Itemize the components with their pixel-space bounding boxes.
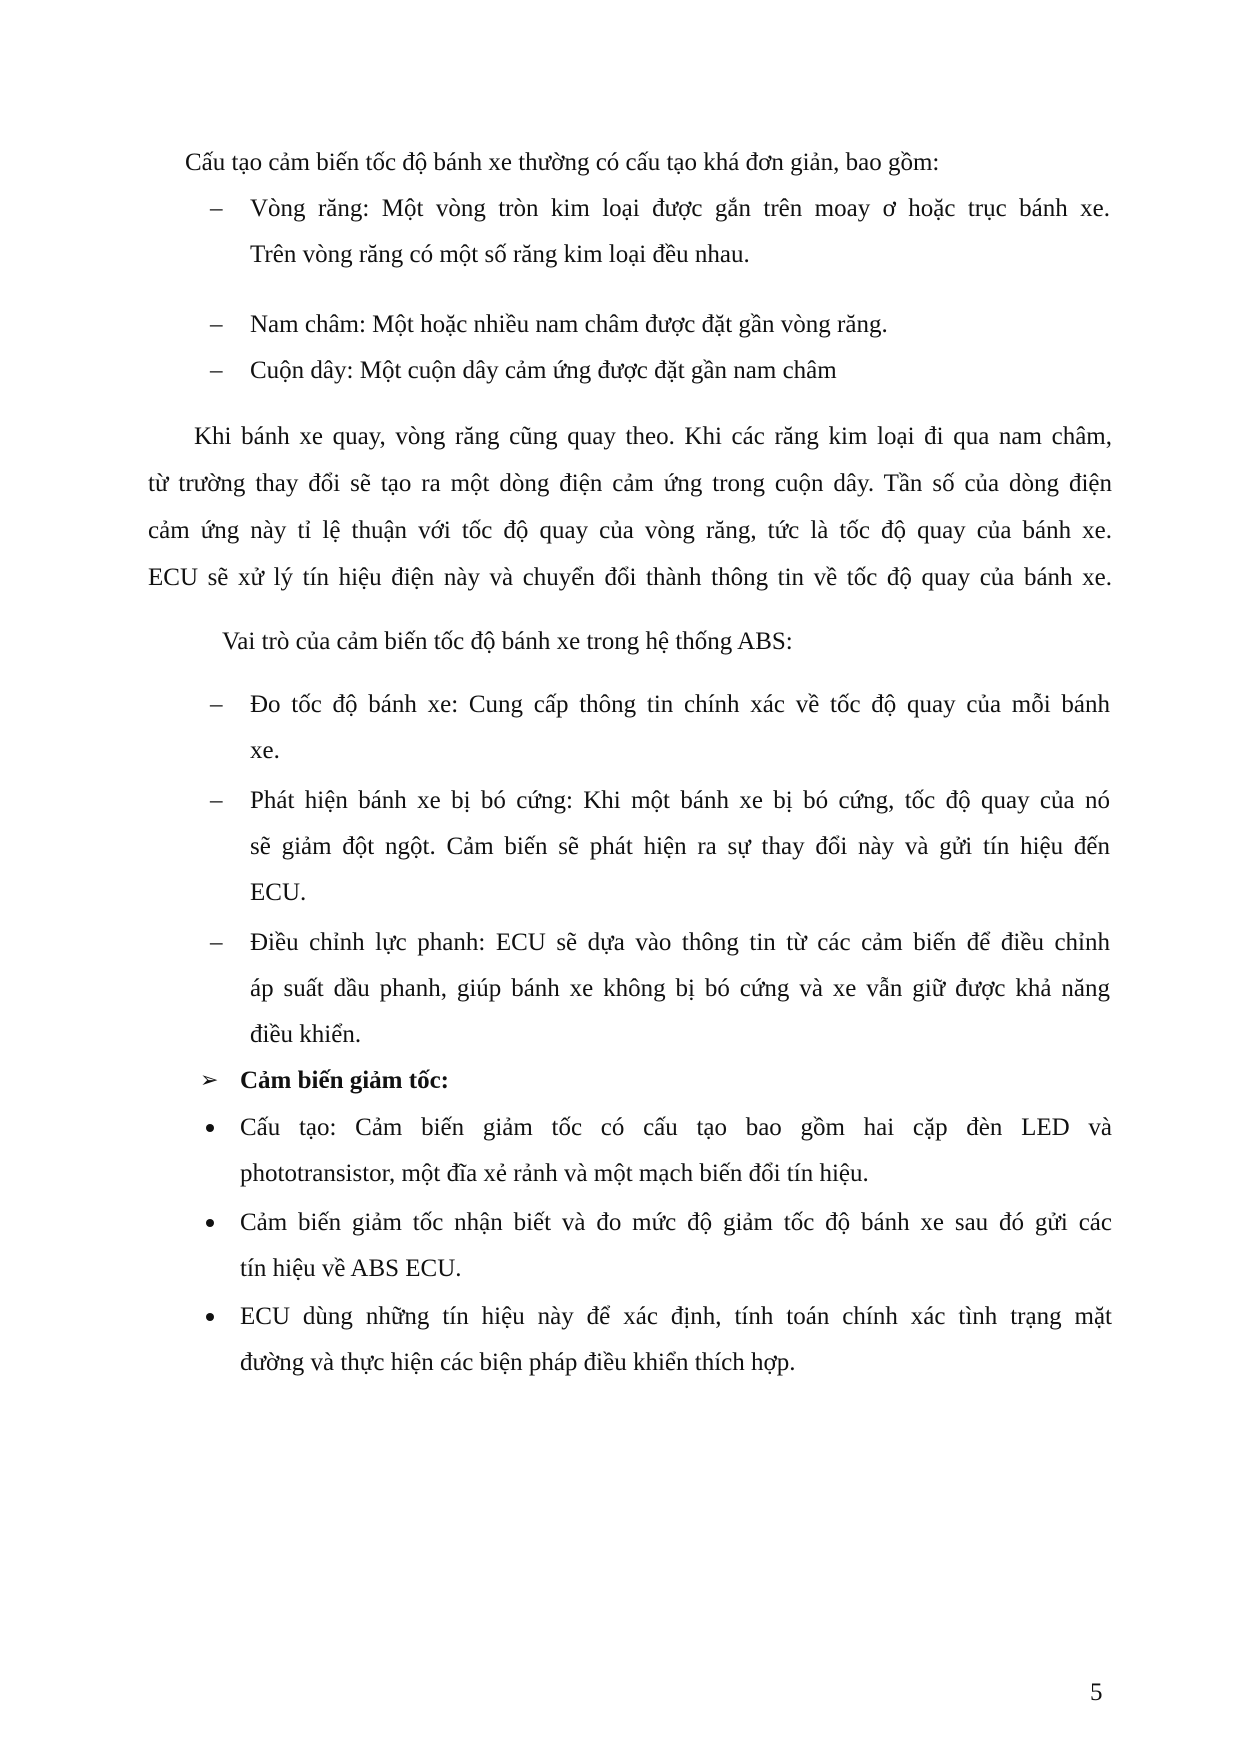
list-item-line: phototransistor, một đĩa xẻ rảnh và một mạch biến đổi tín hiệu.: [240, 1160, 869, 1187]
page-number: 5: [1090, 1679, 1103, 1706]
paragraph-line: ECU sẽ xử lý tín hiệu điện này và chuyển đổi thành thông tin về tốc độ quay của bánh xe.: [148, 564, 1112, 591]
list-item-line: Cảm biến giảm tốc nhận biết và đo mức độ giảm tốc độ bánh xe sau đó gửi các: [240, 1209, 1112, 1236]
dash-marker: –: [210, 929, 223, 956]
list-item-line: sẽ giảm đột ngột. Cảm biến sẽ phát hiện ra sự thay đổi này và gửi tín hiệu đến: [250, 833, 1110, 860]
list-item-text: [250, 302, 1110, 348]
list-item-line: Trên vòng răng có một số răng kim loại đều nhau.: [250, 241, 750, 268]
dash-marker: –: [210, 691, 223, 718]
list-item-text: [250, 348, 1110, 394]
list-item-line: Nam châm: Một hoặc nhiều nam châm được đặt gần vòng răng.: [250, 311, 888, 338]
structure-item-magnet: [210, 302, 1110, 348]
list-item-line: đường và thực hiện các biện pháp điều khiển thích hợp.: [240, 1349, 796, 1376]
list-item-text: [250, 682, 1110, 774]
dash-marker: –: [210, 357, 223, 384]
decel-item-measure: [200, 1200, 1112, 1292]
intro-paragraph: Cấu tạo cảm biến tốc độ bánh xe thường có cấu tạo khá đơn giản, bao gồm:: [185, 149, 940, 176]
list-item-text: [250, 778, 1110, 916]
list-item-text: [250, 186, 1110, 278]
structure-item-ring: [210, 186, 1110, 278]
decel-item-structure: [200, 1105, 1112, 1197]
role-item-measure-speed: [210, 682, 1110, 774]
list-item-line: Cấu tạo: Cảm biến giảm tốc có cấu tạo bao gồm hai cặp đèn LED và: [240, 1114, 1112, 1141]
list-item-line: Vòng răng: Một vòng tròn kim loại được gắn trên moay ơ hoặc trục bánh xe.: [250, 195, 1110, 222]
paragraph-line: từ trường thay đổi sẽ tạo ra một dòng điện cảm ứng trong cuộn dây. Tần số của dòng điện: [148, 470, 1112, 497]
list-item-text: [240, 1105, 1112, 1197]
list-item-line: ECU.: [250, 879, 307, 906]
list-item-text: [240, 1200, 1112, 1292]
bullet-dot-icon: [206, 1219, 214, 1227]
section-heading-text: Cảm biến giảm tốc:: [240, 1067, 449, 1094]
decel-item-ecu: [200, 1294, 1112, 1386]
list-item-line: tín hiệu về ABS ECU.: [240, 1255, 462, 1282]
arrow-bullet-icon: ➢: [200, 1068, 219, 1093]
list-item-line: Phát hiện bánh xe bị bó cứng: Khi một bánh xe bị bó cứng, tốc độ quay của nó: [250, 787, 1110, 814]
structure-item-coil: [210, 348, 1110, 394]
list-item-line: điều khiển.: [250, 1021, 362, 1048]
list-item-line: áp suất dầu phanh, giúp bánh xe không bị bó cứng và xe vẫn giữ được khả năng: [250, 975, 1110, 1002]
list-item-line: xe.: [250, 737, 280, 764]
paragraph-line: cảm ứng này tỉ lệ thuận với tốc độ quay của vòng răng, tức là tốc độ quay của bánh xe.: [148, 517, 1112, 544]
list-item-line: Điều chỉnh lực phanh: ECU sẽ dựa vào thông tin từ các cảm biến để điều chỉnh: [250, 929, 1110, 956]
bullet-dot-icon: [206, 1313, 214, 1321]
dash-marker: –: [210, 787, 223, 814]
role-item-detect-lock: [210, 778, 1110, 916]
role-heading: Vai trò của cảm biến tốc độ bánh xe trong hệ thống ABS:: [222, 628, 793, 655]
paragraph-line: Khi bánh xe quay, vòng răng cũng quay theo. Khi các răng kim loại đi qua nam châm,: [194, 423, 1112, 450]
list-item-line: ECU dùng những tín hiệu này để xác định, tính toán chính xác tình trạng mặt: [240, 1303, 1112, 1330]
role-item-brake-adjust: [210, 920, 1110, 1058]
list-item-text: [240, 1294, 1112, 1386]
dash-marker: –: [210, 311, 223, 338]
list-item-text: [250, 920, 1110, 1058]
list-item-line: Đo tốc độ bánh xe: Cung cấp thông tin chính xác về tốc độ quay của mỗi bánh: [250, 691, 1110, 718]
bullet-dot-icon: [206, 1124, 214, 1132]
list-item-line: Cuộn dây: Một cuộn dây cảm ứng được đặt gần nam châm: [250, 357, 837, 384]
dash-marker: –: [210, 195, 223, 222]
